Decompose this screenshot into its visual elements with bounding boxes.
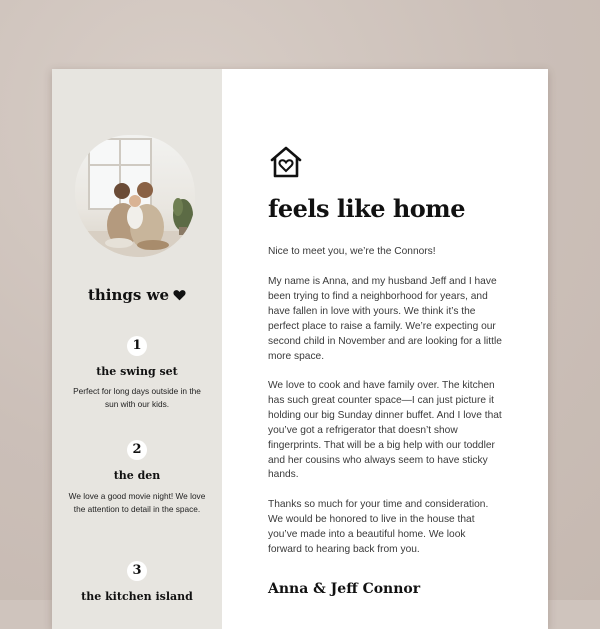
family-photo-image [75, 135, 195, 257]
letter-paragraph: We love to cook and have family over. The kitchen has such great counter space—I can just picture it holding our big Sunday dinner buffet. And I love that you’ve got a refrigerator that doesn’t show fingerprints. That will be a big help with our toddler and her cousins who always seem to have sticky hands. [268, 380, 502, 481]
house-heart-icon [269, 145, 303, 179]
item-description: We love a good movie night! We love the attention to detail in the space. [68, 491, 206, 514]
item-title: the den [113, 469, 161, 482]
family-photo [75, 135, 195, 257]
sidebar-panel [52, 69, 222, 629]
signature: Anna & Jeff Connor [268, 581, 421, 597]
heart-icon [173, 287, 186, 305]
item-title: the swing set [96, 365, 178, 378]
item-number-badge: 1 [127, 336, 147, 356]
item-description: Perfect for long days outside in the sun with our kids. [73, 386, 201, 409]
things-we-label: things we [87, 286, 170, 304]
letter-paragraph: My name is Anna, and my husband Jeff and I have been trying to find a neighborhood for years, and have fallen in love with yours. We think it’s the perfect place to raise a family. We’re expecting our second child in November and are looking for a little more space. [268, 276, 502, 362]
things-we-love-heading [52, 286, 222, 305]
letter-paragraph: Nice to meet you, we’re the Connors! [268, 246, 436, 257]
letter-paragraph: Thanks so much for your time and consideration. We would be honored to live in the house that you’ve made into a beautiful home. We look forward to hearing back from you. [268, 499, 489, 555]
item-title: the kitchen island [81, 590, 193, 603]
letter-sheet [52, 69, 548, 629]
letter-title: feels like home [268, 194, 465, 223]
item-number-badge: 2 [127, 440, 147, 460]
item-number-badge: 3 [127, 561, 147, 581]
